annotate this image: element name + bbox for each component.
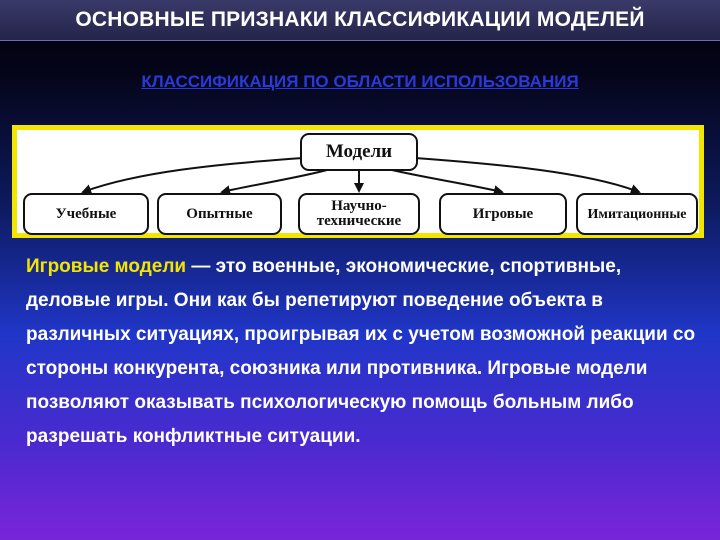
body-text: — это военные, экономические, спортивные, деловые игры. Они как бы репетируют поведение объекта в различных ситуациях, проигрывая их с учетом возможной реакции со стороны конкурента, союзника или противника. Игровые модели позволяют оказывать психологическую помощь больным либо разрешать конфликтные ситуации.	[26, 256, 696, 447]
section-subtitle: КЛАССИФИКАЦИЯ ПО ОБЛАСТИ ИСПОЛЬЗОВАНИЯ	[141, 72, 579, 91]
title-bar	[0, 0, 720, 41]
arrow-to-imitatsionnye	[415, 158, 639, 192]
node-igrovye-label: Игровые	[472, 205, 534, 222]
arrow-to-opytnye	[222, 170, 327, 192]
node-igrovye	[439, 193, 567, 235]
node-root-label: Модели	[325, 141, 393, 162]
body-paragraph	[26, 250, 702, 454]
node-uchebnye-label: Учебные	[55, 205, 117, 222]
node-uchebnye	[23, 193, 149, 235]
node-root-models	[300, 133, 418, 171]
node-nauchno-tekhnicheskie	[298, 193, 420, 235]
node-imitatsionnye-label: Имитационные	[587, 206, 687, 222]
classification-diagram	[12, 125, 704, 238]
node-nauchno-label-line1: Научно-	[331, 198, 387, 214]
node-opytnye	[157, 193, 282, 235]
arrow-to-igrovye	[392, 170, 502, 192]
node-nauchno-label-line2: технические	[316, 213, 402, 229]
page-title: ОСНОВНЫЕ ПРИЗНАКИ КЛАССИФИКАЦИИ МОДЕЛЕЙ	[75, 8, 645, 31]
arrow-to-uchebnye	[83, 158, 303, 192]
node-imitatsionnye	[576, 193, 698, 235]
highlight-term: Игровые модели	[26, 256, 187, 277]
node-opytnye-label: Опытные	[186, 205, 253, 222]
